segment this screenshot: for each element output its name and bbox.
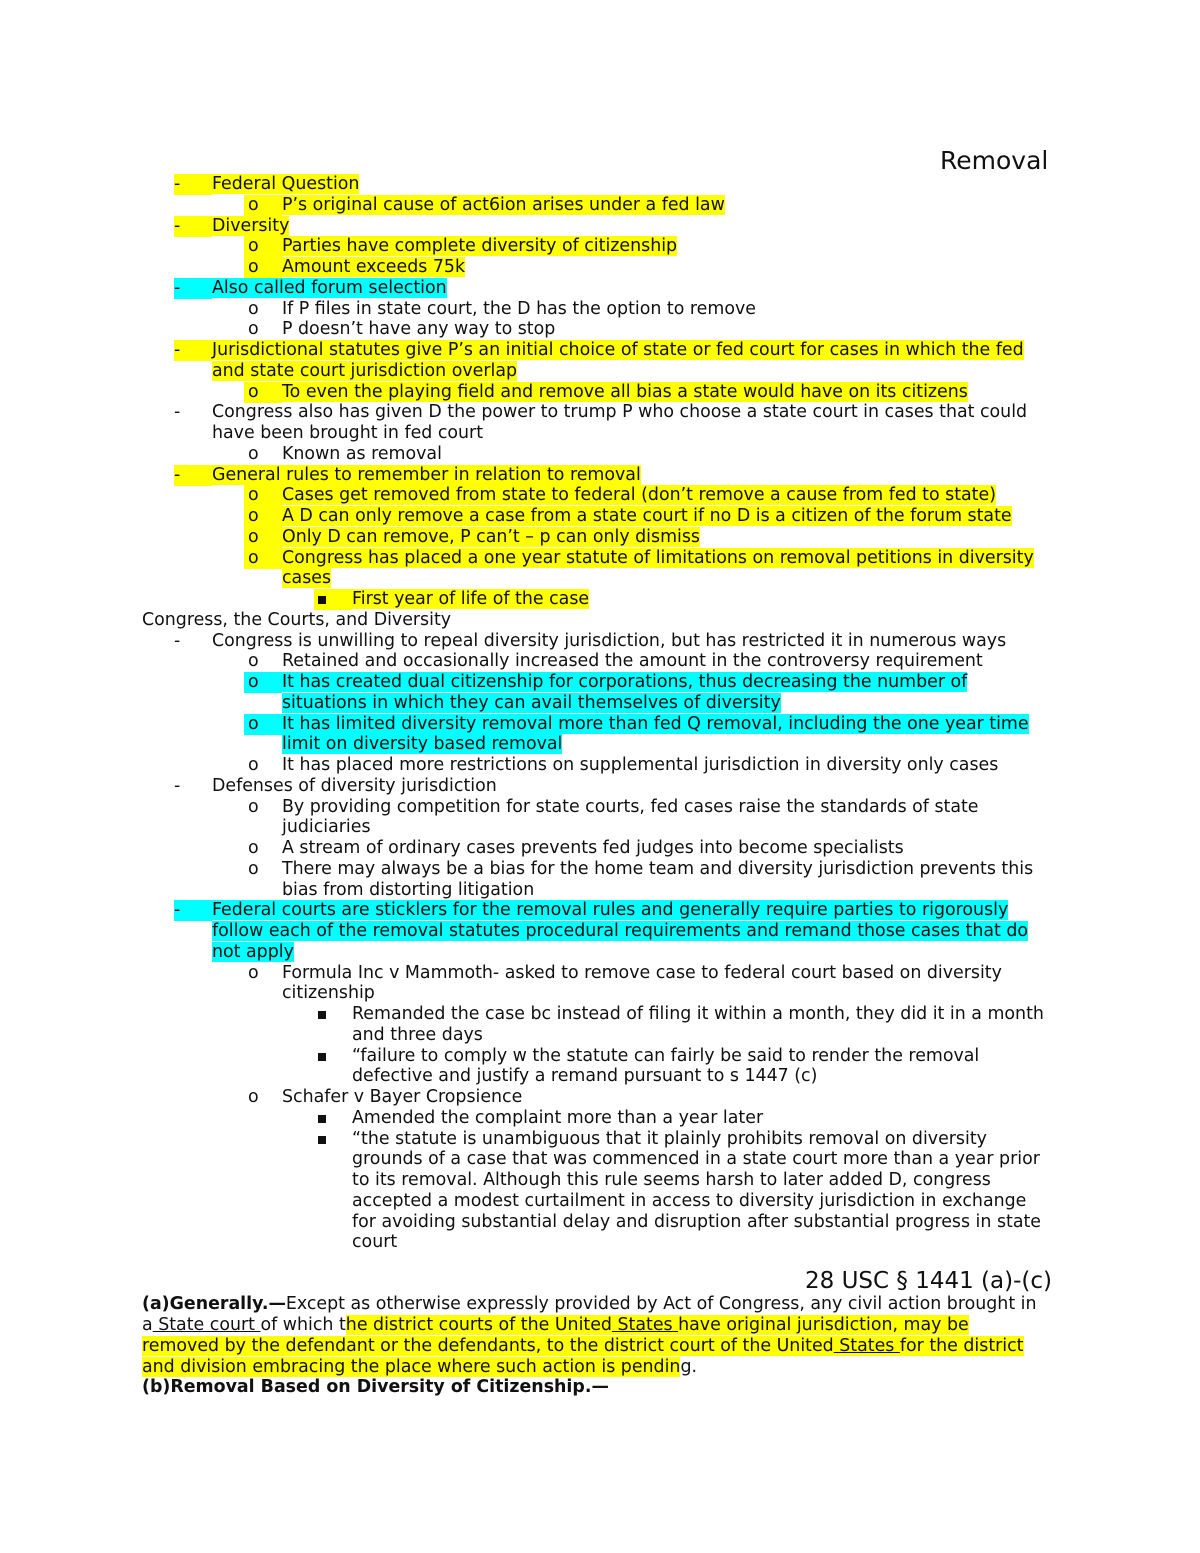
line-text: Also called forum selection [212,277,447,298]
outline-line [212,423,483,444]
circle-bullet-icon: o [244,195,282,216]
outline-line [352,1025,483,1046]
line-text: First year of life of the case [352,589,590,609]
line-text: bias from distorting litigation [282,879,535,900]
circle-bullet-icon: o [244,548,282,569]
square-bullet-icon [318,1115,326,1123]
outline-line [282,506,1012,527]
line-text: Federal courts are sticklers for the removal rules and generally require parties to rigorously [212,900,1009,921]
statute-heading: 28 USC § 1441 (a)-(c) [805,1268,1052,1294]
circle-bullet-icon: o [248,838,259,858]
statute-line-2: a State court of which the district courts of the United States have original jurisdiction, may be [142,1315,969,1335]
dash-bullet-icon: - [174,402,181,423]
outline-line [282,236,677,257]
outline-line [282,527,700,548]
dash-bullet-icon: - [174,174,212,195]
outline-line [352,1212,1041,1233]
outline-line [352,1004,1044,1025]
outline-line [282,195,725,216]
square-bullet-icon [318,1053,326,1061]
outline-line [282,963,1002,984]
outline-line [282,382,968,403]
line-text: Retained and occasionally increased the amount in the controversy requirement [282,651,983,672]
line-text: Cases get removed from state to federal (don’t remove a cause from fed to state) [282,485,996,506]
circle-bullet-icon: o [244,236,282,257]
circle-bullet-icon: o [248,319,259,340]
circle-bullet-icon: o [248,796,259,817]
dash-bullet-icon: - [174,630,181,651]
statute-a-label: (a)Generally.— [142,1294,286,1314]
dash-bullet-icon: - [174,216,212,237]
outline-line [212,361,517,382]
circle-bullet-icon: o [248,298,259,319]
line-text: situations in which they can avail themselves of diversity [282,692,781,713]
circle-bullet-icon: o [244,527,282,548]
line-text: Parties have complete diversity of citizenship [282,236,678,257]
line-text: Remanded the case bc instead of filing it within a month, they did it in a month [352,1004,1044,1024]
outline-line [282,817,371,838]
outline-line [212,900,1008,921]
outline-line [212,340,1024,361]
line-text: Diversity [212,215,290,236]
outline-line [212,402,1027,423]
page-title: Removal [940,146,1049,175]
line-text: Defenses of diversity jurisdiction [212,775,497,796]
line-text: and three days [352,1024,483,1045]
line-text: Amended the complaint more than a year later [352,1107,764,1128]
line-text: citizenship [282,983,375,1004]
line-text: cases [282,568,332,589]
line-text: General rules to remember in relation to removal [212,464,641,485]
line-text: Amount exceeds 75k [282,257,466,277]
outline-line [282,693,781,714]
outline-line [282,1087,522,1108]
outline-line [212,921,1028,942]
circle-bullet-icon: o [248,1087,259,1107]
outline-line [282,548,1034,569]
line-text: Congress also has given D the power to trump P who choose a state court in cases that could [212,402,1028,423]
statute-line-4: and division embracing the place where such action is pending. [142,1357,698,1377]
outline-line [282,983,375,1004]
outline-line [282,714,1029,735]
line-text: limit on diversity based removal [282,734,563,755]
outline-line [352,1129,987,1150]
line-text: Congress is unwilling to repeal diversity jurisdiction, but has restricted it in numerous ways [212,630,1007,651]
line-text: accepted a modest curtailment in access to diversity jurisdiction in exchange [352,1190,1027,1211]
outline-line [282,299,756,320]
outline-line [352,1170,991,1191]
line-text: P doesn’t have any way to stop [282,319,556,340]
circle-bullet-icon: o [244,714,282,735]
line-text: It has limited diversity removal more than fed Q removal, including the one year time [282,713,1029,734]
outline-line [352,1046,979,1067]
circle-bullet-icon: o [244,382,282,403]
outline-line [352,1108,763,1129]
outline-line [282,838,904,859]
outline-line [212,465,641,486]
outline-line [282,485,996,506]
line-text: judiciaries [282,817,371,838]
line-text: By providing competition for state courts, fed cases raise the standards of state [282,796,979,817]
dash-bullet-icon: - [174,900,212,921]
outline-line [282,319,555,340]
outline-line [212,174,359,195]
line-text: It has placed more restrictions on supplemental jurisdiction in diversity only cases [282,755,999,775]
line-text: defective and justify a remand pursuant to s 1447 (c) [352,1066,818,1087]
outline-line [352,1191,1026,1212]
section-heading [142,610,451,631]
states-link[interactable]: States [833,1336,900,1356]
line-text: and state court jurisdiction overlap [212,360,518,381]
line-text: P’s original cause of act6ion arises under a fed law [282,194,725,215]
statute-b-label: (b)Removal Based on Diversity of Citizenship.— [142,1377,609,1397]
circle-bullet-icon: o [244,257,282,278]
line-text: “the statute is unambiguous that it plainly prohibits removal on diversity [352,1128,987,1149]
line-text: Federal Question [212,174,360,194]
line-text: Schafer v Bayer Cropsience [282,1087,523,1107]
square-bullet-icon [318,1136,326,1144]
state-court-link[interactable]: State court [152,1315,261,1335]
line-text: Jurisdictional statutes give P’s an initial choice of state or fed court for cases in which the fed [212,340,1024,360]
outline-line [282,797,979,818]
outline-line [352,1232,397,1253]
outline-line [212,942,294,963]
outline-line [212,776,497,797]
circle-bullet-icon: o [244,485,282,506]
outline-line [282,651,983,672]
line-text: A D can only remove a case from a state court if no D is a citizen of the forum state [282,506,1012,526]
circle-bullet-icon: o [244,672,282,693]
outline-line [352,1149,1040,1170]
statute-line-3: removed by the defendant or the defendants, to the district court of the United States for the district [142,1336,1024,1356]
circle-bullet-icon: o [248,651,259,672]
line-text: “failure to comply w the statute can fairly be said to render the removal [352,1045,980,1066]
dash-bullet-icon: - [174,340,212,361]
outline-line [282,444,442,465]
line-text: If P files in state court, the D has the option to remove [282,298,756,319]
line-text: for avoiding substantial delay and disruption after substantial progress in state [352,1211,1041,1232]
outline-line [282,880,534,901]
line-text: There may always be a bias for the home team and diversity jurisdiction prevents this [282,858,1034,879]
dash-bullet-icon: - [174,775,181,796]
line-text: Known as removal [282,443,442,464]
line-text: A stream of ordinary cases prevents fed judges into become specialists [282,838,904,858]
outline-line [282,568,331,589]
line-text: Only D can remove, P can’t – p can only dismiss [282,526,700,547]
outline-line [282,734,562,755]
states-link[interactable]: States [611,1315,679,1335]
circle-bullet-icon: o [248,755,259,775]
outline-line [282,755,998,776]
square-bullet-icon [318,596,326,604]
outline-line [212,631,1006,652]
dash-bullet-icon: - [174,465,212,486]
line-text: Congress has placed a one year statute of limitations on removal petitions in diversity [282,547,1034,568]
line-text: It has created dual citizenship for corporations, thus decreasing the number of [282,672,968,692]
outline-line [282,257,465,278]
outline-line [212,278,447,299]
dash-bullet-icon: - [174,278,212,299]
line-text: court [352,1232,398,1253]
square-bullet-icon [318,1011,326,1019]
outline-line [352,1066,817,1087]
statute-line-1: (a)Generally.—Except as otherwise expressly provided by Act of Congress, any civil action brought in [142,1294,1037,1314]
outline-line [352,589,589,610]
circle-bullet-icon: o [244,506,282,527]
outline-line [282,859,1033,880]
line-text: To even the playing field and remove all bias a state would have on its citizens [282,381,968,402]
line-text: follow each of the removal statutes procedural requirements and remand those cases that do [212,921,1029,941]
circle-bullet-icon: o [248,858,259,879]
outline-line [282,672,967,693]
line-text: Formula Inc v Mammoth- asked to remove case to federal court based on diversity [282,962,1002,983]
circle-bullet-icon: o [248,443,259,464]
outline-line [212,216,289,237]
circle-bullet-icon: o [248,962,259,983]
line-text: have been brought in fed court [212,423,484,443]
line-text: Congress, the Courts, and Diversity [142,609,452,630]
line-text: grounds of a case that was commenced in a state court more than a year prior [352,1149,1040,1170]
line-text: to its removal. Although this rule seems harsh to later added D, congress [352,1170,991,1190]
line-text: not apply [212,941,294,962]
